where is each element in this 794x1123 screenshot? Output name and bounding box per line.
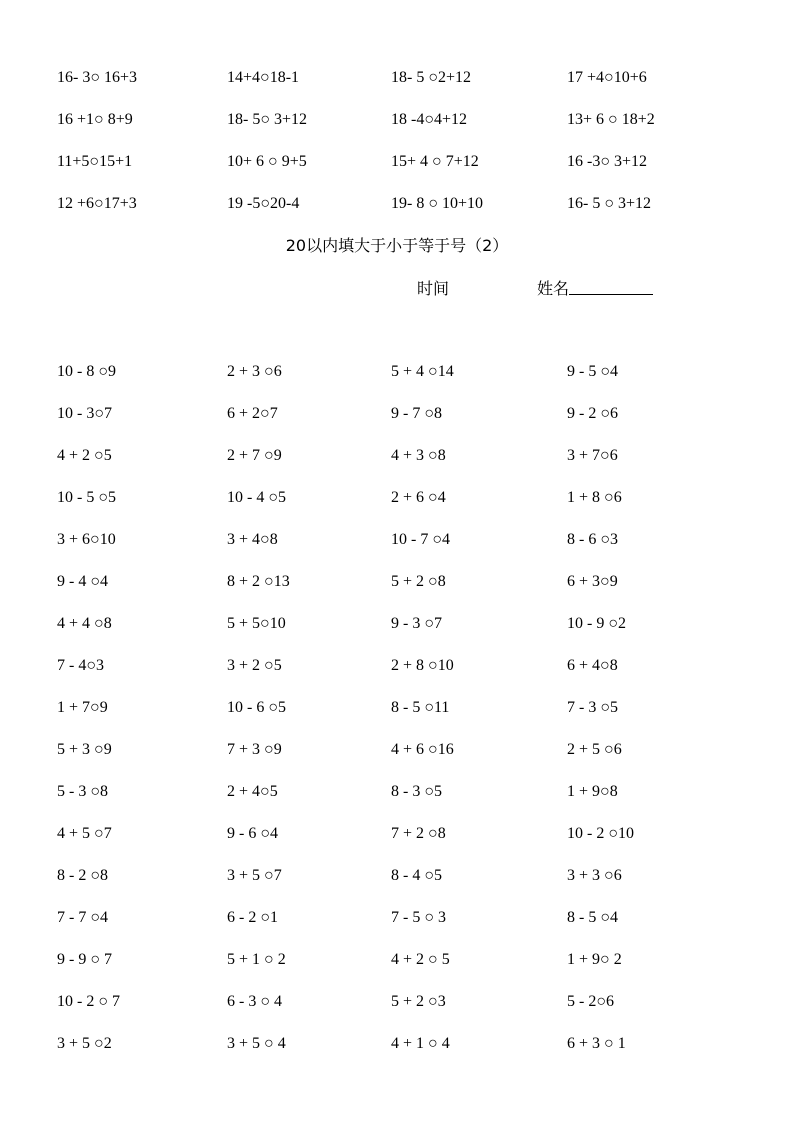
comparison-problem[interactable]: 4 + 4 ○8 xyxy=(57,615,112,632)
comparison-problem[interactable]: 9 - 4 ○4 xyxy=(57,573,108,590)
comparison-problem[interactable]: 10 - 2 ○ 7 xyxy=(57,993,120,1010)
comparison-problem[interactable]: 6 + 4○8 xyxy=(567,657,618,674)
problem-row xyxy=(0,949,794,977)
comparison-problem[interactable]: 7 + 3 ○9 xyxy=(227,741,282,758)
comparison-problem[interactable]: 2 + 5 ○6 xyxy=(567,741,622,758)
comparison-problem[interactable]: 9 - 3 ○7 xyxy=(391,615,442,632)
comparison-problem[interactable]: 19- 8 ○ 10+10 xyxy=(391,195,484,212)
comparison-problem[interactable]: 5 + 2 ○3 xyxy=(391,993,446,1010)
comparison-problem[interactable]: 7 - 3 ○5 xyxy=(567,699,618,716)
problem-row xyxy=(0,613,794,641)
problem-row xyxy=(0,67,794,95)
comparison-problem[interactable]: 1 + 9○8 xyxy=(567,783,618,800)
comparison-problem[interactable]: 8 - 4 ○5 xyxy=(391,867,442,884)
comparison-problem[interactable]: 2 + 7 ○9 xyxy=(227,447,282,464)
comparison-problem[interactable]: 5 + 5○10 xyxy=(227,615,286,632)
comparison-problem[interactable]: 9 - 2 ○6 xyxy=(567,405,618,422)
problem-row xyxy=(0,109,794,137)
comparison-problem[interactable]: 1 + 8 ○6 xyxy=(567,489,622,506)
problem-row xyxy=(0,697,794,725)
comparison-problem[interactable]: 9 - 7 ○8 xyxy=(391,405,442,422)
problem-row xyxy=(0,865,794,893)
comparison-problem[interactable]: 9 - 9 ○ 7 xyxy=(57,951,112,968)
comparison-problem[interactable]: 4 + 1 ○ 4 xyxy=(391,1035,450,1052)
comparison-problem[interactable]: 3 + 5 ○2 xyxy=(57,1035,112,1052)
comparison-problem[interactable]: 1 + 7○9 xyxy=(57,699,108,716)
problem-row xyxy=(0,151,794,179)
comparison-problem[interactable]: 10 - 9 ○2 xyxy=(567,615,626,632)
comparison-problem[interactable]: 10 - 5 ○5 xyxy=(57,489,116,506)
comparison-problem[interactable]: 5 + 1 ○ 2 xyxy=(227,951,286,968)
comparison-problem[interactable]: 6 - 2 ○1 xyxy=(227,909,278,926)
comparison-problem[interactable]: 16 -3○ 3+12 xyxy=(567,153,648,170)
time-label: 时间 xyxy=(417,279,450,298)
comparison-problem[interactable]: 4 + 2 ○ 5 xyxy=(391,951,450,968)
comparison-problem[interactable]: 5 + 4 ○14 xyxy=(391,363,454,380)
comparison-problem[interactable]: 10 - 8 ○9 xyxy=(57,363,116,380)
comparison-problem[interactable]: 5 + 3 ○9 xyxy=(57,741,112,758)
comparison-problem[interactable]: 2 + 6 ○4 xyxy=(391,489,446,506)
comparison-problem[interactable]: 5 + 2 ○8 xyxy=(391,573,446,590)
comparison-problem[interactable]: 14+4○18-1 xyxy=(227,69,300,86)
comparison-problem[interactable]: 9 - 5 ○4 xyxy=(567,363,618,380)
comparison-problem[interactable]: 10 - 7 ○4 xyxy=(391,531,450,548)
comparison-problem[interactable]: 16- 5 ○ 3+12 xyxy=(567,195,652,212)
problem-row xyxy=(0,781,794,809)
problem-row xyxy=(0,361,794,389)
comparison-problem[interactable]: 3 + 5 ○7 xyxy=(227,867,282,884)
comparison-problem[interactable]: 7 - 5 ○ 3 xyxy=(391,909,446,926)
comparison-problem[interactable]: 8 - 5 ○4 xyxy=(567,909,618,926)
problem-row xyxy=(0,193,794,221)
comparison-problem[interactable]: 7 - 4○3 xyxy=(57,657,104,674)
comparison-problem[interactable]: 3 + 2 ○5 xyxy=(227,657,282,674)
comparison-problem[interactable]: 7 + 2 ○8 xyxy=(391,825,446,842)
comparison-problem[interactable]: 2 + 8 ○10 xyxy=(391,657,454,674)
comparison-problem[interactable]: 3 + 6○10 xyxy=(57,531,116,548)
comparison-problem[interactable]: 8 + 2 ○13 xyxy=(227,573,290,590)
problem-row xyxy=(0,571,794,599)
comparison-problem[interactable]: 8 - 2 ○8 xyxy=(57,867,108,884)
comparison-problem[interactable]: 16- 3○ 16+3 xyxy=(57,69,138,86)
comparison-problem[interactable]: 7 - 7 ○4 xyxy=(57,909,108,926)
comparison-problem[interactable]: 18- 5 ○2+12 xyxy=(391,69,472,86)
comparison-problem[interactable]: 12 +6○17+3 xyxy=(57,195,137,212)
comparison-problem[interactable]: 3 + 5 ○ 4 xyxy=(227,1035,286,1052)
name-label: 姓名 xyxy=(537,279,570,298)
comparison-problem[interactable]: 1 + 9○ 2 xyxy=(567,951,622,968)
comparison-problem[interactable]: 3 + 4○8 xyxy=(227,531,278,548)
comparison-problem[interactable]: 10 - 4 ○5 xyxy=(227,489,286,506)
problem-row xyxy=(0,739,794,767)
comparison-problem[interactable]: 15+ 4 ○ 7+12 xyxy=(391,153,479,170)
comparison-problem[interactable]: 19 -5○20-4 xyxy=(227,195,300,212)
comparison-problem[interactable]: 2 + 3 ○6 xyxy=(227,363,282,380)
comparison-problem[interactable]: 10 - 6 ○5 xyxy=(227,699,286,716)
problem-row xyxy=(0,655,794,683)
comparison-problem[interactable]: 13+ 6 ○ 18+2 xyxy=(567,111,655,128)
problem-row xyxy=(0,823,794,851)
comparison-problem[interactable]: 6 - 3 ○ 4 xyxy=(227,993,282,1010)
name-blank-line[interactable] xyxy=(569,278,653,295)
problem-row xyxy=(0,1033,794,1061)
problem-row xyxy=(0,529,794,557)
comparison-problem[interactable]: 16 +1○ 8+9 xyxy=(57,111,133,128)
worksheet-title: 20以内填大于小于等于号（2） xyxy=(285,236,509,255)
comparison-problem[interactable]: 4 + 3 ○8 xyxy=(391,447,446,464)
comparison-problem[interactable]: 18- 5○ 3+12 xyxy=(227,111,308,128)
comparison-problem[interactable]: 8 - 3 ○5 xyxy=(391,783,442,800)
comparison-problem[interactable]: 10 - 2 ○10 xyxy=(567,825,634,842)
comparison-problem[interactable]: 5 - 2○6 xyxy=(567,993,614,1010)
problem-row xyxy=(0,403,794,431)
comparison-problem[interactable]: 10 - 3○7 xyxy=(57,405,112,422)
problem-row xyxy=(0,445,794,473)
comparison-problem[interactable]: 3 + 7○6 xyxy=(567,447,618,464)
comparison-problem[interactable]: 8 - 6 ○3 xyxy=(567,531,618,548)
comparison-problem[interactable]: 11+5○15+1 xyxy=(57,153,133,170)
problem-row xyxy=(0,991,794,1019)
problem-row xyxy=(0,487,794,515)
comparison-problem[interactable]: 3 + 3 ○6 xyxy=(567,867,622,884)
comparison-problem[interactable]: 18 -4○4+12 xyxy=(391,111,468,128)
problem-row xyxy=(0,907,794,935)
comparison-problem[interactable]: 2 + 4○5 xyxy=(227,783,278,800)
comparison-problem[interactable]: 4 + 6 ○16 xyxy=(391,741,454,758)
comparison-problem[interactable]: 6 + 3 ○ 1 xyxy=(567,1035,626,1052)
comparison-problem[interactable]: 6 + 2○7 xyxy=(227,405,278,422)
comparison-problem[interactable]: 8 - 5 ○11 xyxy=(391,699,450,716)
comparison-problem[interactable]: 6 + 3○9 xyxy=(567,573,618,590)
comparison-problem[interactable]: 17 +4○10+6 xyxy=(567,69,647,86)
comparison-problem[interactable]: 9 - 6 ○4 xyxy=(227,825,278,842)
comparison-problem[interactable]: 4 + 2 ○5 xyxy=(57,447,112,464)
comparison-problem[interactable]: 10+ 6 ○ 9+5 xyxy=(227,153,307,170)
comparison-problem[interactable]: 4 + 5 ○7 xyxy=(57,825,112,842)
name-field[interactable] xyxy=(537,278,653,300)
comparison-problem[interactable]: 5 - 3 ○8 xyxy=(57,783,108,800)
